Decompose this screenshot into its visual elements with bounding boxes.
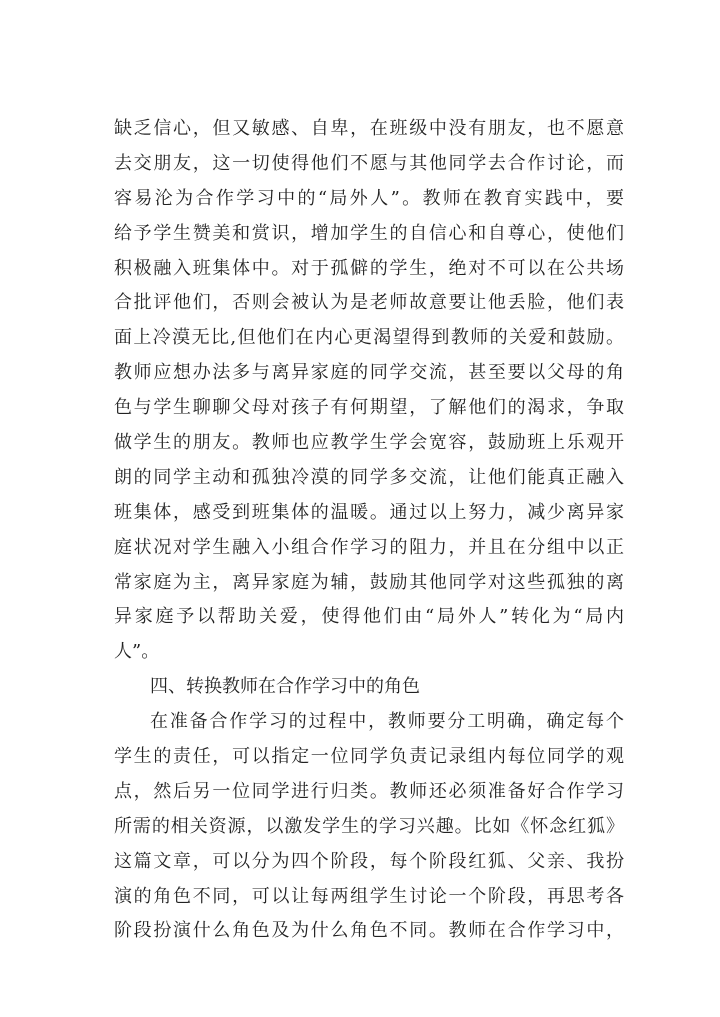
text-line: 在准备合作学习的过程中，教师要分工明确，确定每个: [150, 711, 624, 733]
text-line: 面上冷漠无比,但他们在内心更渴望得到教师的关爱和鼓励。: [114, 327, 624, 349]
text-line: 人”。: [114, 641, 160, 663]
text-line: 色与学生聊聊父母对孩子有何期望，了解他们的渴求，争取: [114, 397, 624, 419]
section-heading: 四、转换教师在合作学习中的角色: [150, 676, 420, 698]
text-line: 点，然后另一位同学进行归类。教师还必须准备好合作学习: [114, 780, 624, 802]
text-line: 教师应想办法多与离异家庭的同学交流，甚至要以父母的角: [114, 362, 624, 384]
text-line: 容易沦为合作学习中的“局外人”。教师在教育实践中，要: [114, 187, 624, 209]
text-line: 积极融入班集体中。对于孤僻的学生，绝对不可以在公共场: [114, 257, 624, 279]
text-line: 给予学生赞美和赏识，增加学生的自信心和自尊心，使他们: [114, 222, 624, 244]
text-line: 演的角色不同，可以让每两组学生讨论一个阶段，再思考各: [114, 885, 624, 907]
text-line: 班集体，感受到班集体的温暖。通过以上努力，减少离异家: [114, 501, 624, 523]
text-line: 做学生的朋友。教师也应教学生学会宽容，鼓励班上乐观开: [114, 432, 624, 454]
text-line: 所需的相关资源，以激发学生的学习兴趣。比如《怀念红狐》: [114, 815, 624, 837]
text-line: 异家庭予以帮助关爱，使得他们由“局外人”转化为“局内: [114, 606, 624, 628]
text-line: 这篇文章，可以分为四个阶段，每个阶段红狐、父亲、我扮: [114, 850, 624, 872]
text-line: 常家庭为主，离异家庭为辅，鼓励其他同学对这些孤独的离: [114, 571, 624, 593]
document-body: [114, 112, 624, 949]
text-line: 朗的同学主动和孤独冷漠的同学多交流，让他们能真正融入: [114, 466, 624, 488]
text-line: 阶段扮演什么角色及为什么角色不同。教师在合作学习中，: [114, 920, 624, 942]
text-line: 学生的责任，可以指定一位同学负责记录组内每位同学的观: [114, 746, 624, 768]
text-line: 合批评他们，否则会被认为是老师故意要让他丢脸，他们表: [114, 292, 624, 314]
text-line: 去交朋友，这一切使得他们不愿与其他同学去合作讨论，而: [114, 152, 624, 174]
text-line: 缺乏信心，但又敏感、自卑，在班级中没有朋友，也不愿意: [114, 118, 624, 139]
text-line: 庭状况对学生融入小组合作学习的阻力，并且在分组中以正: [114, 536, 624, 558]
